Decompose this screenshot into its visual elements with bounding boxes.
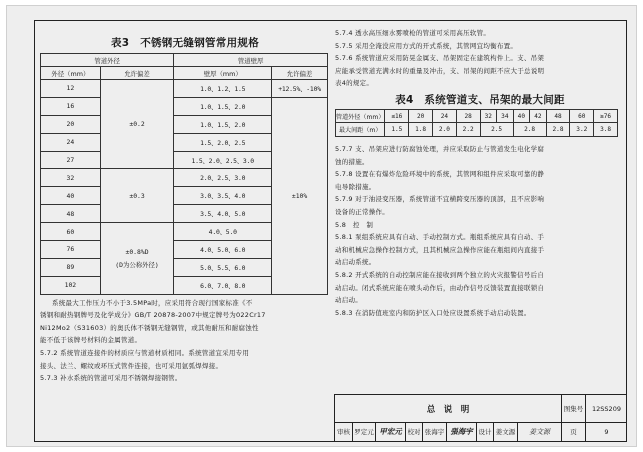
checker-name: 张海宇 [422,422,446,441]
wall-cell: 1.0、1.5、2.0 [174,115,272,133]
drawing-sheet [6,5,637,447]
table3-title: 表3 不锈钢无缝钢管常用规格 [110,37,259,49]
paragraph-line: 设备的正常操作。 [335,207,389,216]
paragraph-line: 5.7.7 支、吊架应进行防腐蚀处理，并应采取防止与管道发生电化学腐 [335,144,545,153]
paragraph-line: 锈钢和耐热钢牌号及化学成分》GB/T 20878-2007中规定牌号为022Cr17 [40,311,266,320]
table3-header-od: 外径（mm） [41,67,101,80]
paragraph-line: 系统最大工作压力不小于3.5MPa时，应采用符合现行国家标准《不 [52,298,253,307]
od-cell: 40 [513,109,530,123]
atlas-number: 12SS209 [585,395,627,422]
paragraph-line: 动启动系统。 [335,258,376,267]
check-label: 校对 [405,422,422,441]
table3-header-tol-wall: 允许偏差 [272,67,328,80]
spacing-cell: 2.8 [513,123,546,137]
reviewer-signature: 甲宏元 [375,422,405,441]
wall-cell: 1.5、2.0、2.5 [174,133,272,151]
paragraph-line: 电导除措施。 [335,182,376,191]
table4-row-label: 最大间距（m） [336,123,385,137]
wall-cell: 1.5、2.0、2.5、3.0 [174,151,272,169]
paragraph-line: 5.7.3 补水系统的管道可采用不锈钢焊接钢管。 [40,374,182,383]
table3-stainless-pipe-specs [40,53,328,295]
paragraph-line: 5.8.2 开式系统的自动控制应能在接收到两个独立的火灾报警信号后自 [335,270,545,279]
od-cell: 20 [409,109,433,123]
paragraph-line: Ni12Mo2（S31603）的奥氏体不锈钢无缝钢管，或其他耐压和耐腐蚀性 [40,323,259,332]
title-block-bottom-row [335,422,627,441]
spacing-cell: 3.8 [594,123,618,137]
drawing-frame [34,20,627,442]
wall-cell: 4.0、5.0 [174,223,272,241]
review-label: 审核 [337,428,350,436]
tol-od-line1: ±0.8%D [125,247,149,256]
right-body-text-top [335,27,625,90]
wall-cell: 6.0、7.0、8.0 [174,276,272,294]
paragraph-line: 5.7.6 系统管道应采用防晃金属支、吊架固定在建筑构件上。支、吊架 [335,54,545,63]
table3-header-wall: 壁厚（mm） [174,67,272,80]
table-row [336,109,618,123]
wall-cell: 4.0、5.0、6.0 [174,241,272,259]
table4-title: 表4 系统管道支、吊架的最大间距 [395,93,565,106]
od-cell: 32 [41,169,101,187]
table3-header-tol-od: 允许偏差 [100,67,174,80]
od-cell: 12 [41,80,101,98]
paragraph-line: 5.7.4 透水高压细水雾喷枪的管道可采用高压软管。 [335,29,491,37]
od-cell: 24 [41,133,101,151]
od-cell: 76 [41,241,101,259]
od-cell: 60 [41,223,101,241]
spacing-cell: 2.2 [456,123,480,137]
table4-row-label: 管道外径（mm） [336,109,385,123]
table4-support-spacing [335,109,618,137]
reviewer-name: 罗定元 [352,422,375,441]
wall-cell: 5.0、5.5、6.0 [174,258,272,276]
spacing-cell: 3.2 [570,123,594,137]
right-body-text-bottom [335,143,625,319]
tol-od-cell [100,223,174,295]
paragraph-line: 动启动。 [335,296,362,305]
designer-name: 姜文源 [493,422,517,441]
paragraph-line: 5.7.2 系统管道连接件的材质应与管道材质相同。系统管道宜采用专用 [40,349,250,358]
wall-cell: 1.0、1.5、2.0 [174,97,272,115]
od-cell: 24 [433,109,457,123]
title-block [334,394,627,441]
table3-header-wall-group: 管道壁厚 [174,54,328,67]
paragraph-line: 蚀的措施。 [335,157,369,166]
section-heading: 5.8 控 制 [335,220,374,229]
od-cell: 48 [546,109,570,123]
od-cell: 32 [480,109,497,123]
wall-cell: 2.0、2.5、3.0 [174,169,272,187]
left-body-text [40,297,330,385]
table-row [336,123,618,137]
od-cell: 27 [41,151,101,169]
paragraph-line: 5.8.1 泵组系统应具有自动、手动控制方式。瓶组系统应具有自动、手 [335,233,545,242]
od-cell: 34 [497,109,514,123]
od-cell: 60 [570,109,594,123]
paragraph-line: 接头、法兰、螺纹或环压式管件连接，也可采用氩弧焊焊接。 [40,361,223,370]
page-number: 9 [585,422,627,441]
title-block-top-row [335,395,627,423]
spacing-cell: 1.8 [409,123,433,137]
tol-wall-cell: +12.5%、-10% [272,80,328,98]
table-row [41,80,328,98]
left-column [40,35,330,385]
page-label: 页 [561,422,585,441]
wall-cell: 1.0、1.2、1.5 [174,80,272,98]
paragraph-line: 5.7.9 对于油浸变压器，系统管道不宜横跨变压器的顶部，且不应影响 [335,195,545,204]
table-row [41,97,328,115]
od-cell: ≤16 [385,109,409,123]
paragraph-line: 5.7.8 设置在有爆炸危险环境中的系统，其管网和组件应采取可靠的静 [335,170,545,179]
od-cell: ≥76 [594,109,618,123]
od-cell: 42 [530,109,547,123]
wall-cell: 3.0、3.5、4.0 [174,187,272,205]
atlas-label: 图集号 [561,395,585,422]
od-cell: 102 [41,276,101,294]
drawing-title: 总 说 明 [426,404,470,415]
designer-signature: 姜文源 [517,422,561,441]
od-cell: 40 [41,187,101,205]
paragraph-line: 能不低于该牌号材料的金属管道。 [40,336,142,345]
spacing-cell: 2.8 [546,123,570,137]
table3-header-od-group: 管道外径 [41,54,174,67]
spacing-cell: 1.5 [385,123,409,137]
paragraph-line: 应能承受管道充满水时的重量及冲击，支、吊架的间距不应大于总说明 [335,66,545,75]
od-cell: 48 [41,205,101,223]
tol-od-line2: (D为公称外径) [115,260,159,269]
paragraph-line: 表4的规定。 [335,79,374,88]
tol-od-cell: ±0.3 [100,169,174,223]
design-label: 设计 [476,422,493,441]
od-cell: 20 [41,115,101,133]
tol-od-cell: ±0.2 [100,80,174,169]
right-column [335,27,625,319]
paragraph-line: 动启动。闭式系统应能在喷头动作后，由动作信号反馈装置直接联锁自 [335,283,545,292]
od-cell: 89 [41,258,101,276]
od-cell: 28 [456,109,480,123]
od-cell: 16 [41,97,101,115]
paragraph-line: 5.7.5 采用全淹没应用方式的开式系统，其管网宜均衡布置。 [335,41,518,50]
paragraph-line: 5.8.3 在消防值班室内和防护区入口处应设置系统手动启动装置。 [335,308,531,317]
tol-wall-cell: ±10% [272,97,328,294]
paragraph-line: 动和机械应急操作控制方式，且其机械应急操作应能在瓶组间内直接手 [335,245,545,254]
spacing-cell: 2.0 [433,123,457,137]
wall-cell: 3.5、4.0、5.0 [174,205,272,223]
spacing-cell: 2.5 [480,123,513,137]
checker-signature: 張海宇 [446,422,476,441]
